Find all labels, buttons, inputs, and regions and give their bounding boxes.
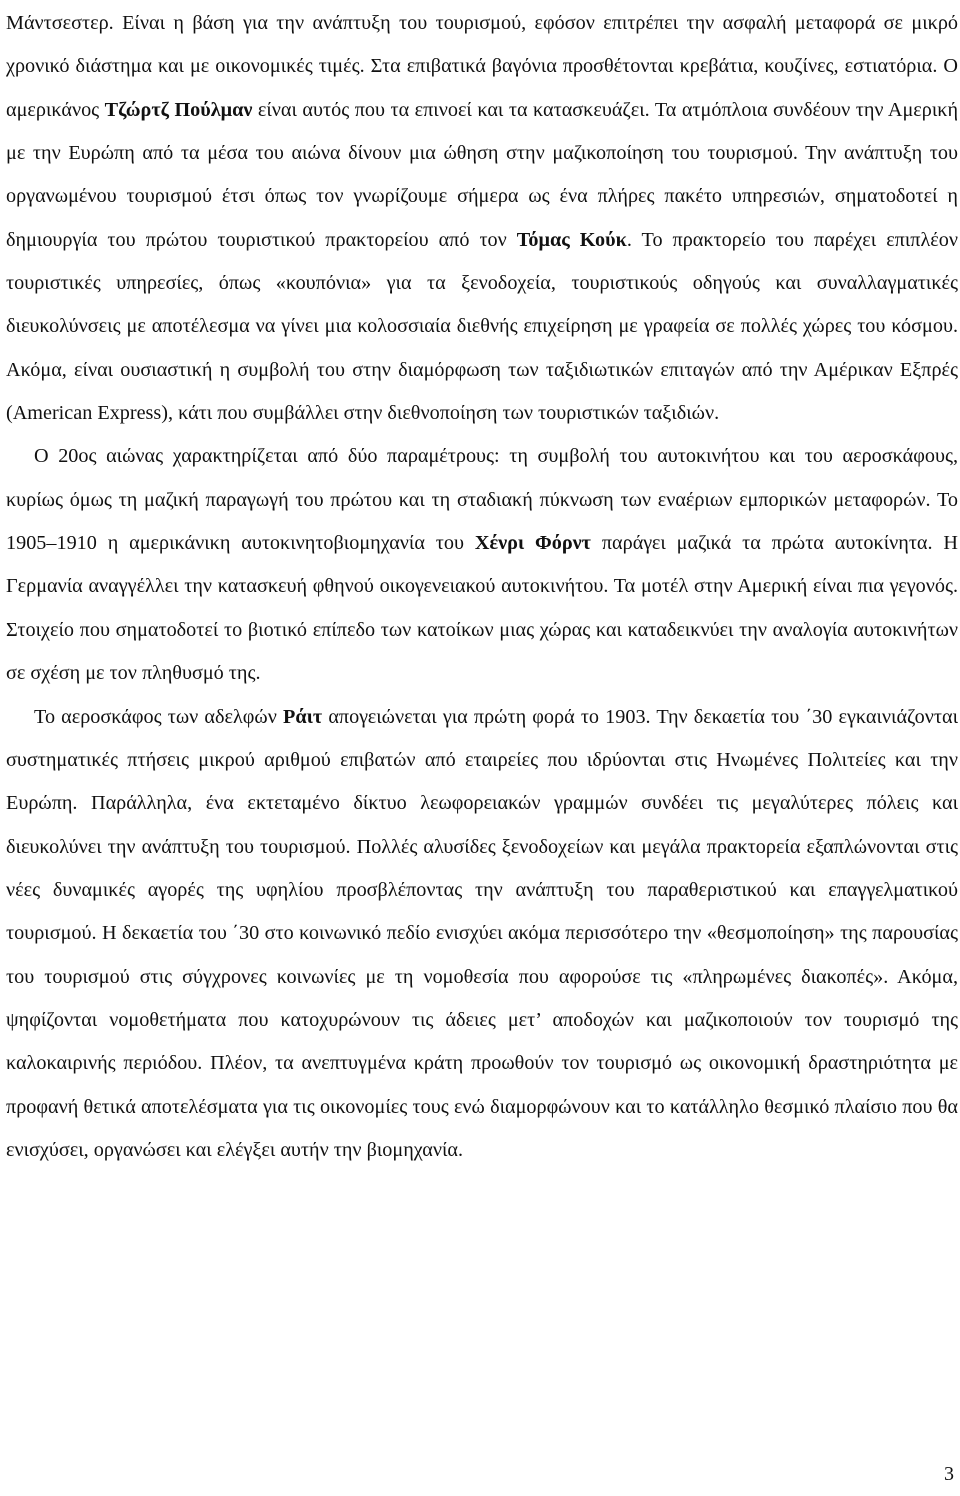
- document-page: [6, 2, 958, 1172]
- text-segment: . Το πρακτορείο του παρέχει επιπλέον τουριστικές υπηρεσίες, όπως «κουπόνια» για τα ξενοδοχεία, τουριστικούς οδηγούς και συναλλαγματικές διευκολύνσεις με αποτέλεσμα να γίνει μια κολοσσιαία διεθνής επιχείρηση με γραφεία σε πολλές χώρες του κόσμου. Ακόμα, είναι ουσιαστική η συμβολή του στην διαμόρφωση των ταξιδιωτικών επιταγών από την Αμέρικαν Εξπρές (American Express), κάτι που συμβάλλει στην διεθνοποίηση των τουριστικών ταξιδιών.: [6, 228, 958, 425]
- text-segment: είναι αυτός που τα επινοεί και τα κατασκευάζει. Τα ατμόπλοια συνδέουν την Αμερική με την Ευρώπη από τα μέσα του αιώνα δίνουν μια ώθηση στην μαζικοποίηση του τουρισμού. Την ανάπτυξη του οργανωμένου τουρισμού έτσι όπως τον γνωρίζουμε σήμερα ως ένα πλήρες πακέτο υπηρεσιών, σηματοδοτεί η δημιουργία του πρώτου τουριστικού πρακτορείου από τον: [6, 98, 958, 251]
- bold-name-pullman: Τζώρτζ Πούλμαν: [104, 98, 253, 121]
- text-segment: παράγει μαζικά τα πρώτα αυτοκίνητα. Η Γερμανία αναγγέλλει την κατασκευή φθηνού οικογενειακού αυτοκινήτου. Τα μοτέλ στην Αμερική είναι πια γεγονός. Στοιχείο που σηματοδοτεί το βιοτικό επίπεδο των κατοίκων μιας χώρας και καταδεικνύει την αναλογία αυτοκινήτων σε σχέση με τον πληθυσμό της.: [6, 532, 958, 685]
- text-segment: απογειώνεται για πρώτη φορά το 1903. Την δεκαετία του ΄30 εγκαινιάζονται συστηματικές πτήσεις μικρού αριθμού επιβατών από εταιρείες που ιδρύονται στις Ηνωμένες Πολιτείες και την Ευρώπη. Παράλληλα, ένα εκτεταμένο δίκτυο λεωφορειακών γραμμών συνδέει τις μεγαλύτερες πόλεις και διευκολύνει την ανάπτυξη του τουρισμού. Πολλές αλυσίδες ξενοδοχείων και μεγάλα πρακτορεία εξαπλώνονται στις νέες δυναμικές αγορές της υφηλίου προσβλέποντας την ανάπτυξη του παραθεριστικού και επαγγελματικού τουρισμού. Η δεκαετία του ΄30 στο κοινωνικό πεδίο ενισχύει ακόμα περισσότερο την «θεσμοποίηση» της παρουσίας του τουρισμού στις σύγχρονες κοινωνίες με τη νομοθεσία που αφορούσε τις «πληρωμένες διακοπές». Ακόμα, ψηφίζονται νομοθετήματα που κατοχυρώνουν τις άδειες μετ’ αποδοχών και μαζικοποιούν τον τουρισμό της καλοκαιρινής περιόδου. Πλέον, τα ανεπτυγμένα κράτη προωθούν τον τουρισμό ως οικονομική δραστηριότητα με προφανή θετικά αποτελέσματα για τις οικονομίες τους ενώ διαμορφώνουν και το κατάλληλο θεσμικό πλαίσιο που θα ενισχύσει, οργανώσει και ελέγξει αυτήν την βιομηχανία.: [6, 705, 958, 1161]
- page-number: 3: [944, 1463, 954, 1485]
- text-segment: Το αεροσκάφος των αδελφών: [34, 705, 283, 728]
- text-segment: Μάντσεστερ. Είναι η βάση για την ανάπτυξη του τουρισμού, εφόσον επιτρέπει την ασφαλή μεταφορά σε μικρό χρονικό διάστημα και με οικονομικές τιμές. Στα επιβατικά βαγόνια προσθέτονται κρεβάτια, κουζίνες, εστιατόρια. Ο αμερικάνος: [6, 12, 958, 121]
- paragraph-3: [6, 696, 958, 1173]
- bold-name-wright: Ράιτ: [283, 705, 323, 728]
- paragraph-2: [6, 435, 958, 695]
- bold-name-henry-ford: Χένρι Φόρντ: [474, 532, 591, 555]
- paragraph-1: [6, 2, 958, 435]
- bold-name-thomas-cook: Τόμας Κούκ: [516, 228, 627, 251]
- text-segment: Ο 20ος αιώνας χαρακτηρίζεται από δύο παραμέτρους: τη συμβολή του αυτοκινήτου και του αεροσκάφους, κυρίως όμως τη μαζική παραγωγή του πρώτου και τη σταδιακή πύκνωση των εναέριων εμπορικών μεταφορών. Το 1905–1910 η αμερικάνικη αυτοκινητοβιομηχανία του: [6, 445, 958, 555]
